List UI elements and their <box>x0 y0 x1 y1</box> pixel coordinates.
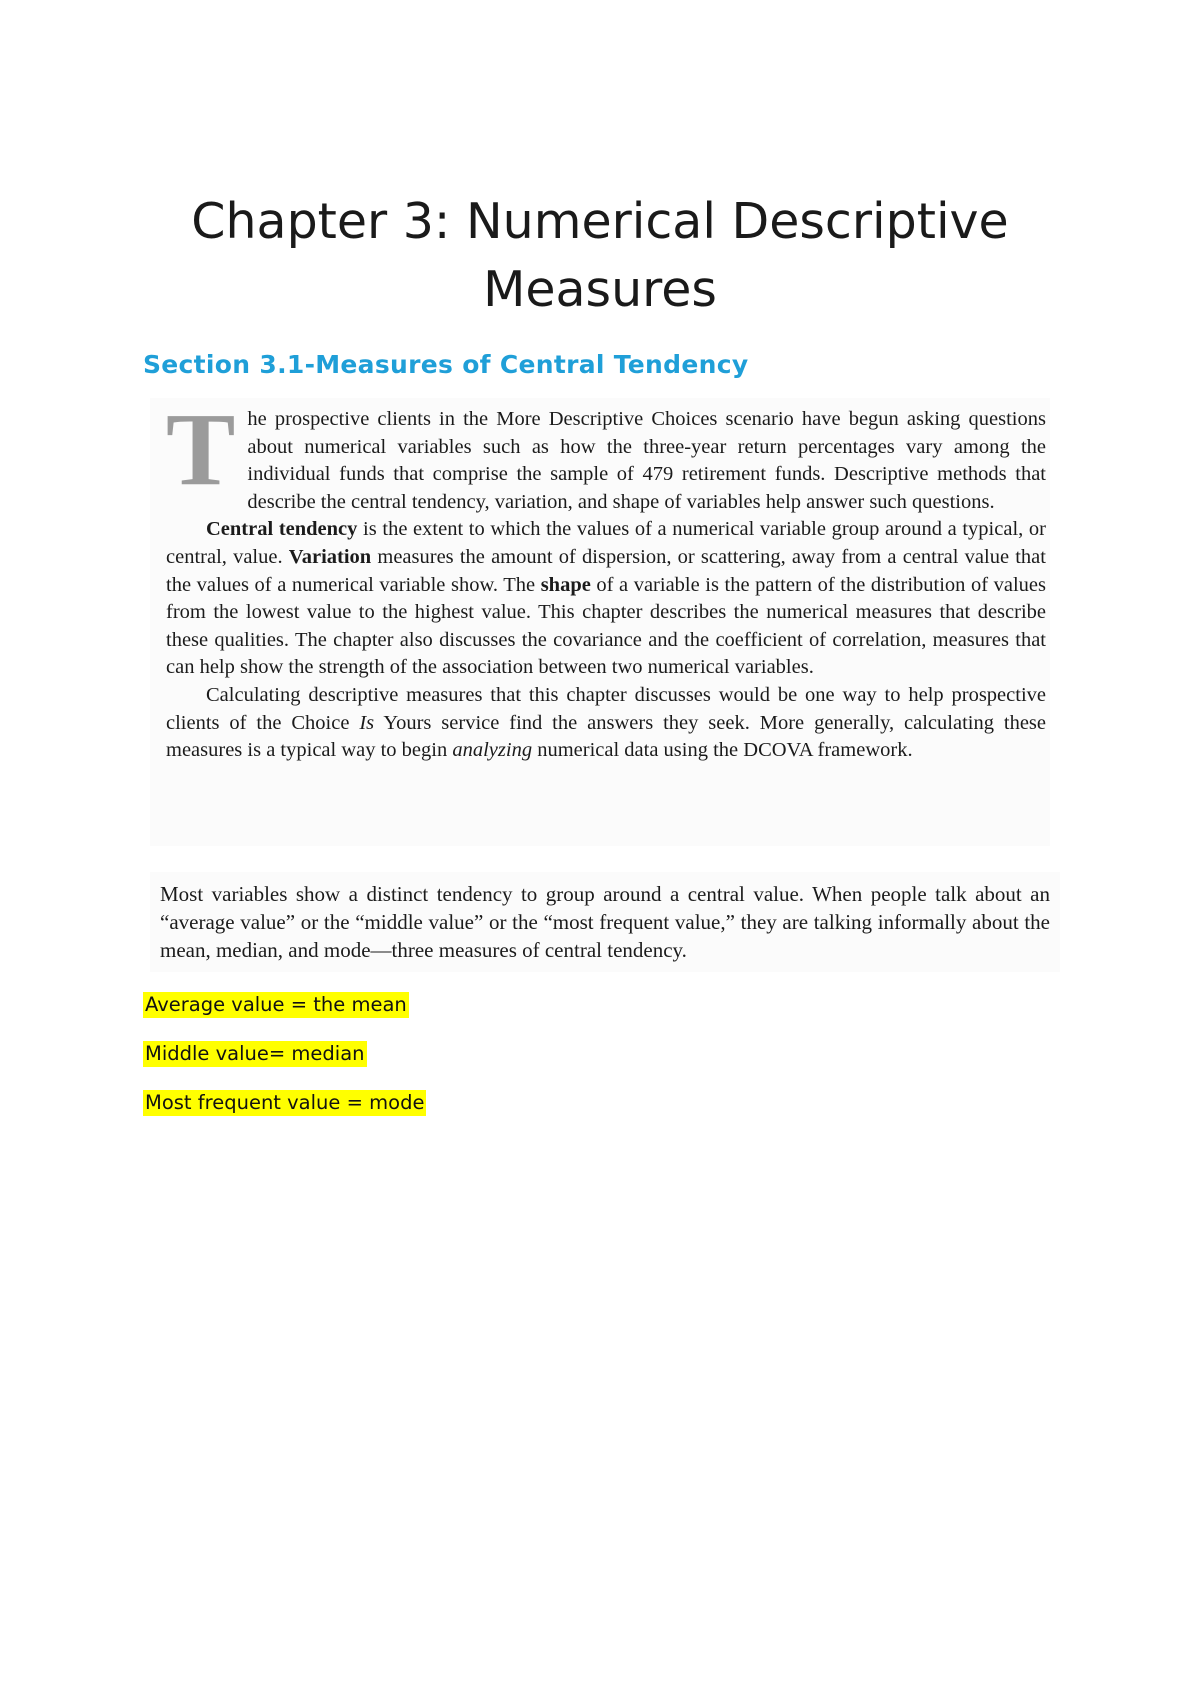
scanned-excerpt-2 <box>150 872 1060 972</box>
excerpt-1-paragraph-3 <box>166 682 1046 765</box>
term-shape: shape <box>540 573 591 596</box>
paragraph-3-text-b: Yours service find the answers they seek. More generally, calculating these measures is a typical way to begin <box>166 711 1046 762</box>
excerpt-2-text: Most variables show a distinct tendency to group around a central value. When people talk about an “average value” or the “middle value” or the “most frequent value,” they are talking informally about the mean, median, and mode—three measures of central tendency. <box>160 882 1050 962</box>
paragraph-3-text-a: Calculating descriptive measures that this chapter discusses would be one way to help prospective clients of the Choice <box>166 683 1046 734</box>
excerpt-1-text <box>166 392 1046 765</box>
note-middle: Middle value= median <box>145 1042 365 1065</box>
term-variation: Variation <box>288 545 372 568</box>
highlighted-notes <box>143 992 426 1139</box>
paragraph-2-text-b: measures the amount of dispersion, or scattering, away from a central value that the values of a numerical variable show. The <box>166 545 1046 596</box>
paragraph-3-text-c: numerical data using the DCOVA framework. <box>532 739 913 762</box>
term-central-tendency: Central tendency <box>206 518 358 541</box>
excerpt-1-paragraph-1 <box>166 392 1046 516</box>
paragraph-2-text-a: is the extent to which the values of a numerical variable group around a typical, or central, value. <box>166 518 1046 568</box>
chapter-title: Chapter 3: Numerical Descriptive Measures <box>191 193 1009 318</box>
note-average: Average value = the mean <box>145 993 407 1016</box>
paragraph-1-text: he prospective clients in the More Descriptive Choices scenario have begun asking questions about numerical variables such as how the three-year return percentages vary among the individual funds that comprise the sample of 479 retirement funds. Descriptive methods that describe the central tendency, variation, and shape of variables help answer such questions. <box>247 408 1046 513</box>
drop-cap-letter: T <box>166 392 236 507</box>
italic-is: Is <box>359 711 375 734</box>
scanned-excerpt-1 <box>150 392 1050 846</box>
section-heading: Section 3.1-Measures of Central Tendency <box>143 350 749 379</box>
italic-analyzing: analyzing <box>452 739 533 762</box>
excerpt-1-paragraph-2 <box>166 516 1046 682</box>
paragraph-2-text-c: of a variable is the pattern of the distribution of values from the lowest value to the highest value. This chapter describes the numerical measures that describe these qualities. The chapter also discusses the covariance and the coefficient of correlation, measures that can help show the strength of the association between two numerical variables. <box>166 573 1046 679</box>
note-most-frequent: Most frequent value = mode <box>145 1091 425 1114</box>
